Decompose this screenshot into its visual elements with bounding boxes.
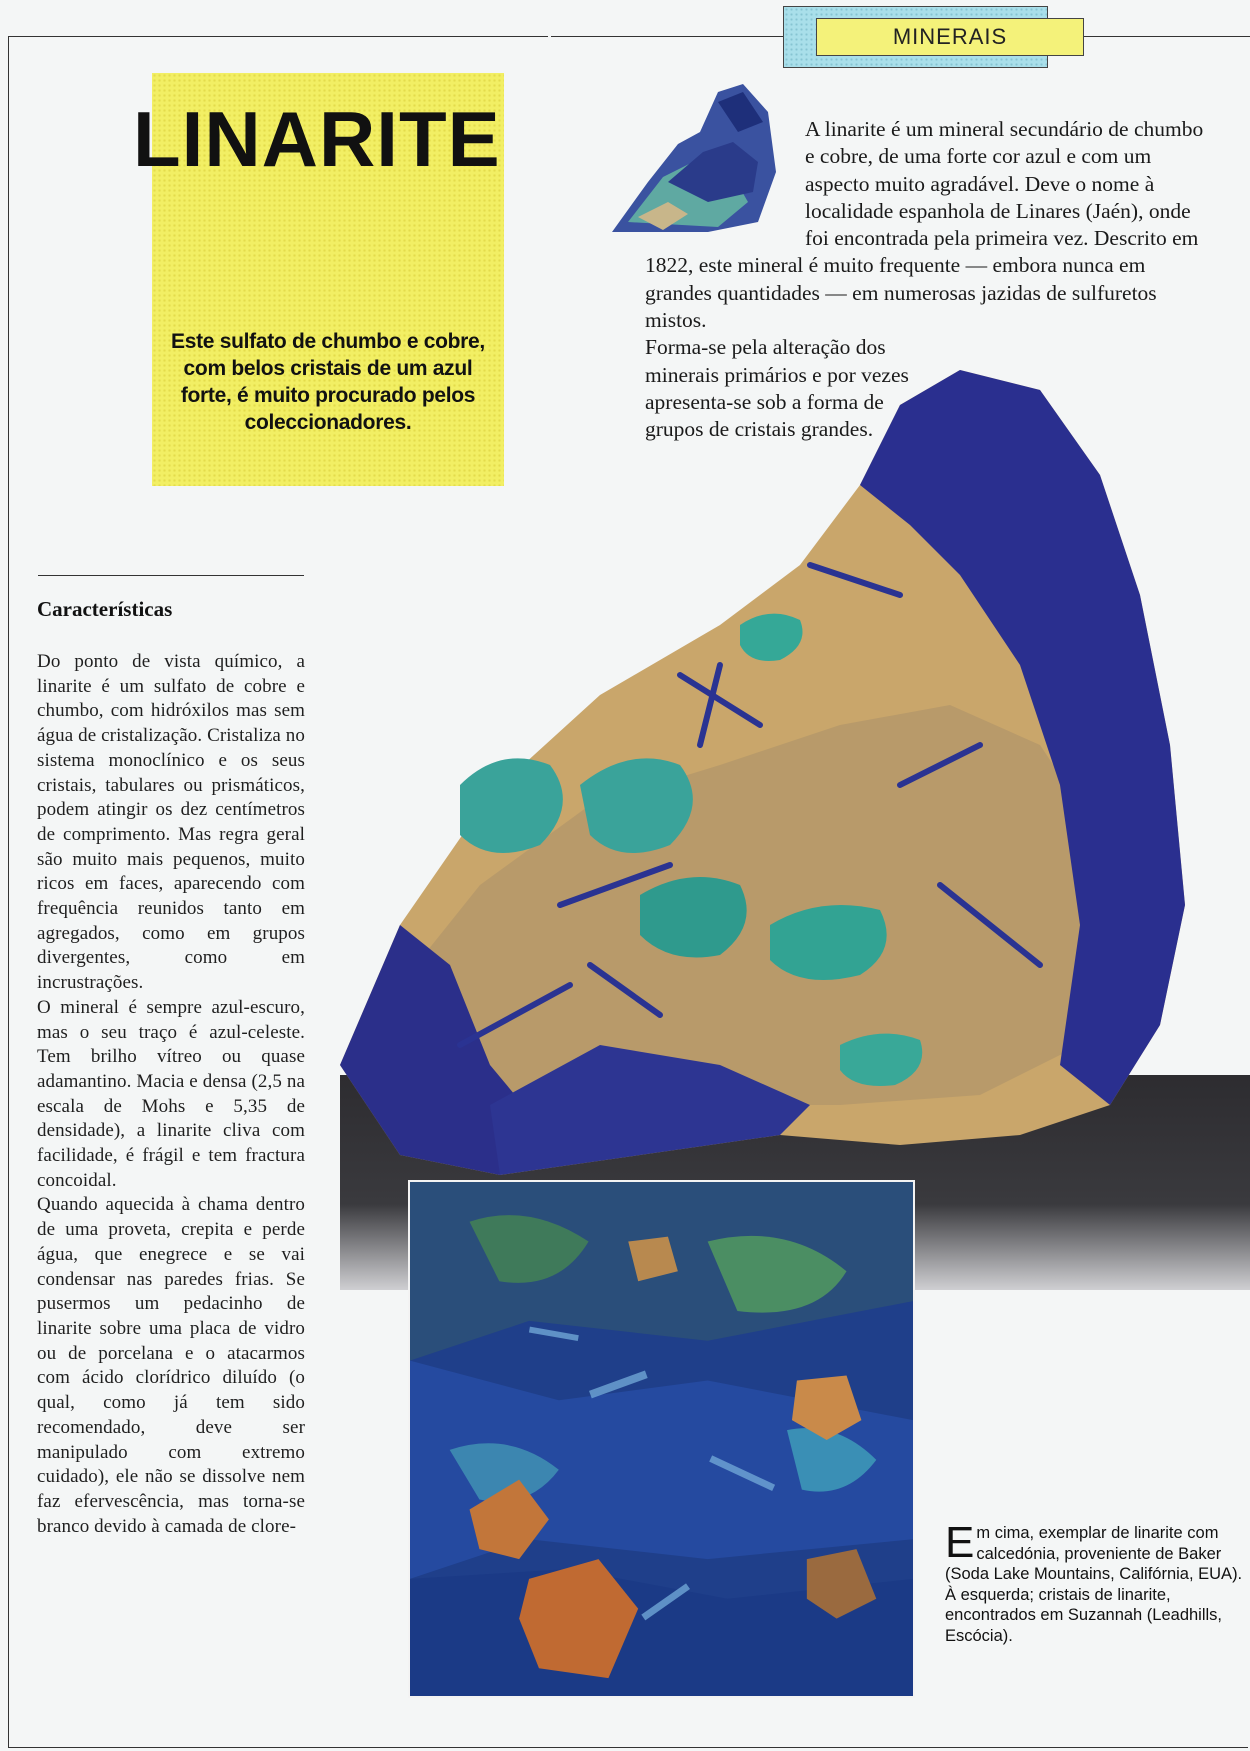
frame-bottom-rule	[8, 1747, 1248, 1748]
intro-image-space	[645, 116, 805, 236]
intro-lead-text: A linarite é um mineral secundário de chumbo e cobre, de uma forte cor azul e com um aspecto muito agradável. Deve o nome à localidade espanhola de Linares (Jaén), onde foi encontrada pela primeira vez. Descrito em 1822, este mineral é muito frequente — embora nunca em grandes quantidades — em numerosas jazidas de sulfuretos mistos.	[645, 117, 1204, 333]
intro-tail-text: Forma-se pela alteração dos minerais primários e por vezes apresenta-se sob a forma de grupos de cristais grandes.	[645, 335, 909, 442]
page-title: LINARITE	[133, 95, 501, 183]
frame-top-rule	[8, 36, 548, 37]
title-subtitle: Este sulfato de chumbo e cobre, com belos cristais de um azul forte, é muito procurado pelos coleccionadores.	[171, 330, 485, 434]
characteristics-body	[37, 650, 305, 1539]
body-paragraph: Quando aquecida à chama dentro de uma proveta, crepita e perde água, que enegrece e se vai condensar nas paredes frias. Se pusermos um pedacinho de linarite sobre uma placa de vidro ou de porcelana e o atacarmos com ácido clorídrico diluído (o qual, como já tem sido recomendado, deve ser manipulado com extremo cuidado), ele não se dissolve nem faz efervescência, mas torna-se branco devido à camada de clore-	[37, 1194, 305, 1537]
main-specimen-image	[340, 365, 1250, 1285]
characteristics-heading: Características	[37, 597, 173, 621]
closeup-specimen-image	[408, 1180, 915, 1698]
body-paragraph: O mineral é sempre azul-escuro, mas o seu traço é azul-celeste. Tem brilho vítreo ou quase adamantino. Macia e densa (2,5 na escala de Mohs e 5,35 de densidade), a linarite cliva com facilidade, é frágil e tem fractura concoidal.	[37, 996, 305, 1191]
caption-text: m cima, exemplar de linarite com calcedónia, proveniente de Baker (Soda Lake Mountains, Califórnia, EUA). À esquerda; cristais de linarite, encontrados em Suzannah (Leadhills, Escócia).	[945, 1524, 1243, 1645]
body-paragraph: Do ponto de vista químico, a linarite é um sulfato de cobre e chumbo, com hidróxilos mas sem água de cristalização. Cristaliza no sistema monoclínico e os seus cristais, tabulares ou prismáticos, podem atingir os dez centímetros de comprimento. Mas regra geral são muito mais pequenos, muito ricos em faces, aparecendo com frequência reunidos tanto em agregados, como em grupos divergentes, como em incrustrações.	[37, 651, 305, 994]
section-divider	[38, 575, 304, 576]
section-tag: MINERAIS	[816, 18, 1084, 56]
frame-top-rule	[1082, 36, 1250, 37]
frame-top-rule	[551, 36, 783, 37]
caption-dropcap: E	[945, 1518, 975, 1567]
photo-caption	[945, 1518, 1245, 1646]
frame-left-rule	[8, 36, 9, 1748]
